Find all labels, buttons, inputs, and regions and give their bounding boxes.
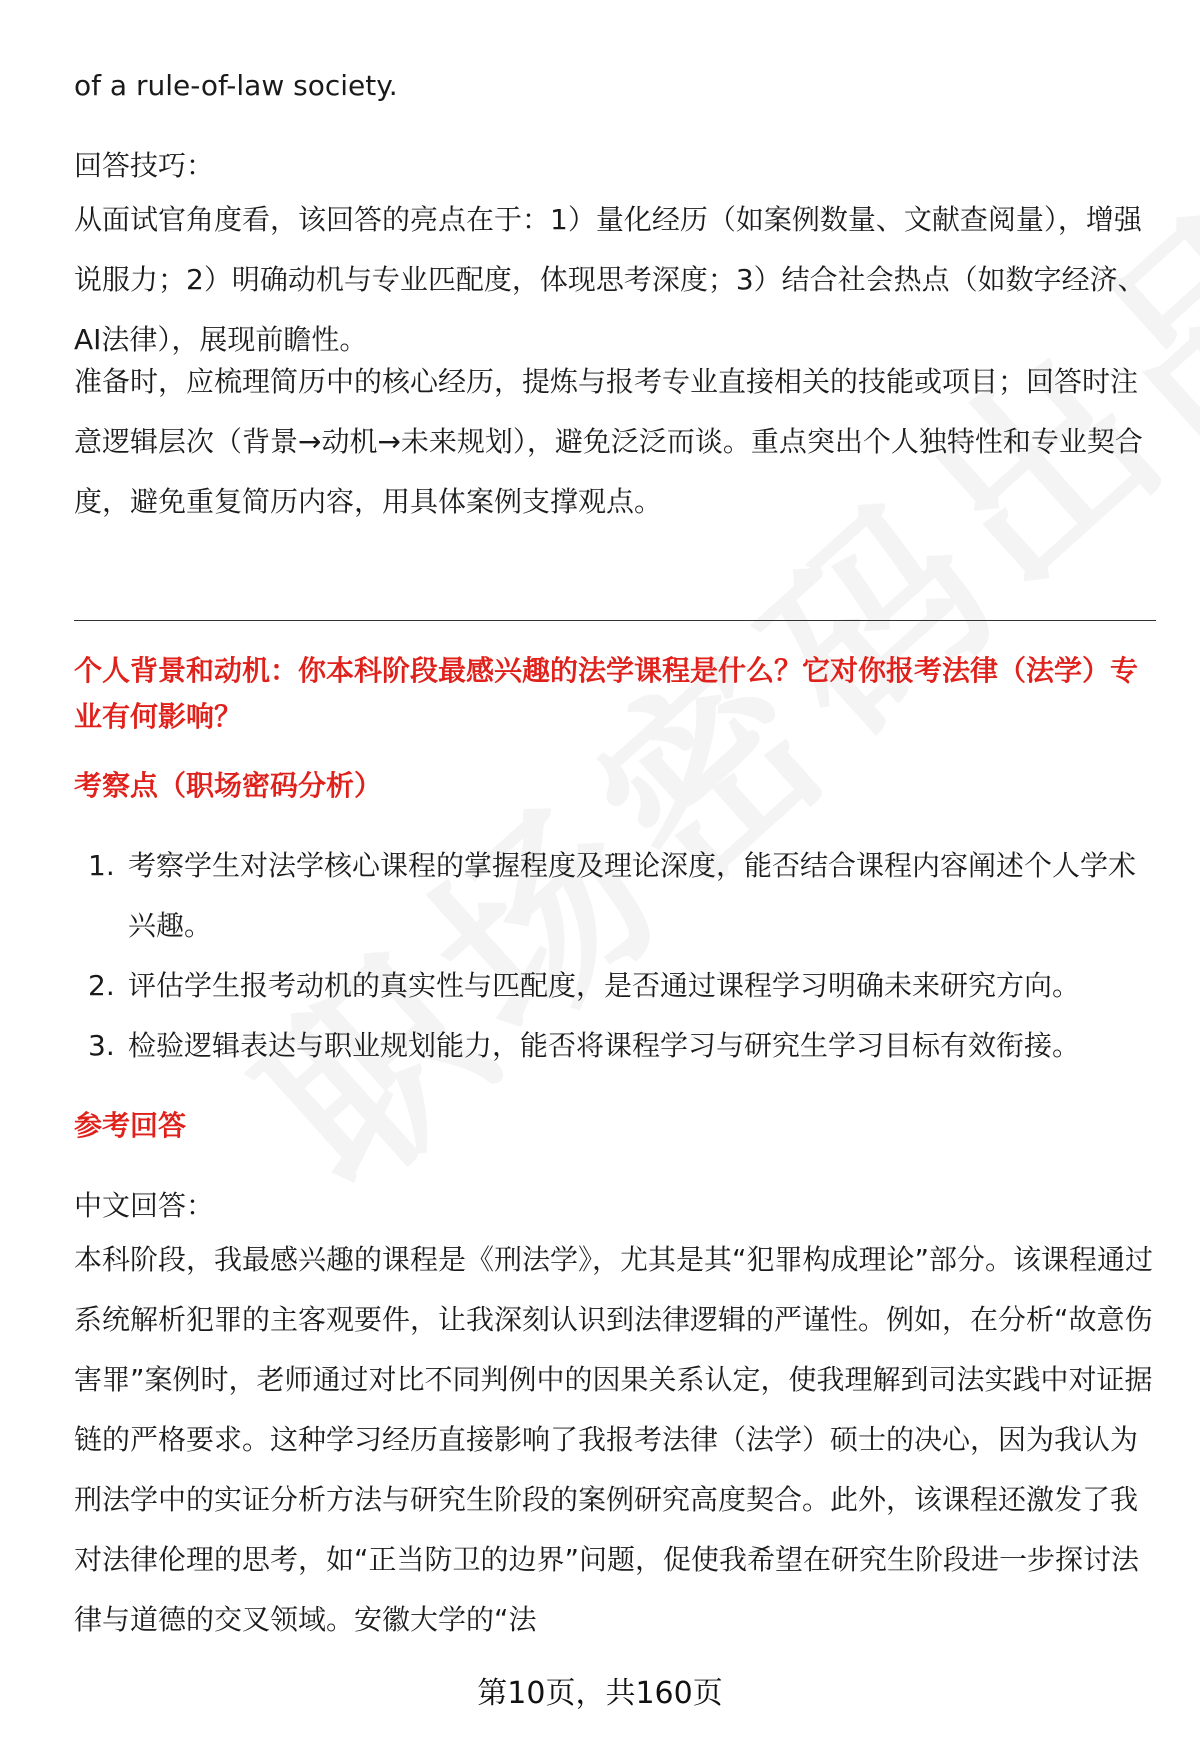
- focus-point-text: 检验逻辑表达与职业规划能力，能否将课程学习与研究生学习目标有效衔接。: [128, 1029, 1081, 1062]
- chinese-answer-text: 本科阶段，我最感兴趣的课程是《刑法学》，尤其是其“犯罪构成理论”部分。该课程通过系统解析犯罪的主客观要件，让我深刻认识到法律逻辑的严谨性。例如，在分析“故意伤害罪”案例时，老师通过对比不同判例中的因果关系认定，使我理解到司法实践中对证据链的严格要求。这种学习经历直接影响了我报考法律（法学）硕士的决心，因为我认为刑法学中的实证分析方法与研究生阶段的案例研究高度契合。此外，该课程还激发了我对法律伦理的思考，如“正当防卫的边界”问题，促使我希望在研究生阶段进一步探讨法律与道德的交叉领域。安徽大学的“法: [74, 1243, 1154, 1636]
- focus-point-text: 考察学生对法学核心课程的掌握程度及理论深度，能否结合课程内容阐述个人学术兴趣。: [128, 849, 1137, 942]
- focus-point-number: 1.: [88, 849, 115, 882]
- focus-point-text: 评估学生报考动机的真实性与匹配度，是否通过课程学习明确未来研究方向。: [128, 969, 1081, 1002]
- page-number: 第10页，共160页: [477, 1676, 723, 1711]
- question-title: 个人背景和动机：你本科阶段最感兴趣的法学课程是什么？它对你报考法律（法学）专业有何影响？: [74, 654, 1139, 733]
- answer-heading: 参考回答: [74, 1109, 187, 1142]
- tips-label: 回答技巧：: [74, 149, 215, 182]
- section-divider: [74, 620, 1156, 621]
- focus-point-number: 3.: [88, 1029, 115, 1062]
- focus-heading: 考察点（职场密码分析）: [74, 769, 383, 802]
- english-answer-tail: of a rule-of-law society.: [74, 69, 398, 102]
- tips-paragraph-1: 从面试官角度看，该回答的亮点在于：1）量化经历（如案例数量、文献查阅量），增强说服力；2）明确动机与专业匹配度，体现思考深度；3）结合社会热点（如数字经济、AI法律），展现前瞻性。: [74, 203, 1146, 356]
- document-page: [74, 0, 1156, 1755]
- focus-point: [74, 836, 1156, 956]
- focus-point: [74, 956, 1156, 1016]
- focus-point: [74, 1016, 1156, 1076]
- focus-point-number: 2.: [88, 969, 115, 1002]
- focus-points-list: [74, 836, 1156, 1076]
- tips-paragraph-2: 准备时，应梳理简历中的核心经历，提炼与报考专业直接相关的技能或项目；回答时注意逻辑层次（背景→动机→未来规划），避免泛泛而谈。重点突出个人独特性和专业契合度，避免重复简历内容，用具体案例支撑观点。: [74, 365, 1143, 518]
- chinese-answer-label: 中文回答：: [74, 1189, 215, 1222]
